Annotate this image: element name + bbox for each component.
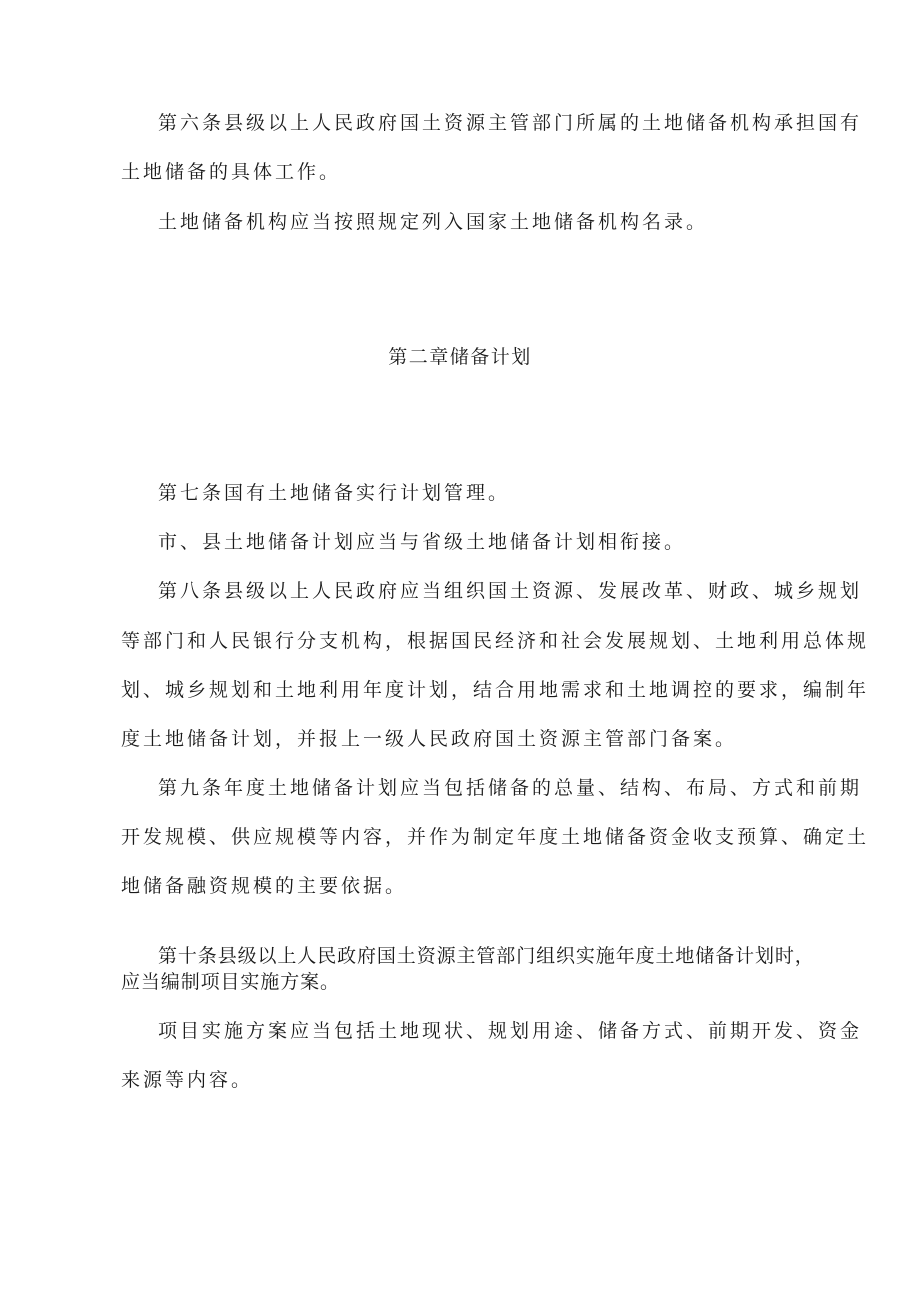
article-8-line-2: 等部门和人民银行分支机构，根据国民经济和社会发展规划、土地利用总体规 <box>121 630 870 652</box>
article-10-line-2: 应当编制项目实施方案。 <box>121 971 340 993</box>
article-9-line-2: 开发规模、供应规模等内容，并作为制定年度土地储备资金收支预算、确定土 <box>121 826 870 848</box>
article-7-paragraph-2: 市、县土地储备计划应当与省级土地储备计划相衔接。 <box>158 531 687 553</box>
article-6-paragraph-2: 土地储备机构应当按照规定列入国家土地储备机构名录。 <box>158 211 709 233</box>
article-10-line-1: 第十条县级以上人民政府国土资源主管部门组织实施年度土地储备计划时， <box>158 945 815 967</box>
article-10-paragraph-2-line-2: 来源等内容。 <box>121 1069 254 1091</box>
article-8-line-3: 划、城乡规划和土地利用年度计划，结合用地需求和土地调控的要求，编制年 <box>121 679 870 701</box>
article-7-line-1: 第七条国有土地储备实行计划管理。 <box>158 482 511 504</box>
article-8-line-4: 度土地储备计划，并报上一级人民政府国土资源主管部门备案。 <box>121 728 738 750</box>
chapter-2-title: 第二章储备计划 <box>388 346 532 368</box>
article-6-line-2: 土地储备的具体工作。 <box>121 161 342 183</box>
article-10-paragraph-2-line-1: 项目实施方案应当包括土地现状、规划用途、储备方式、前期开发、资金 <box>158 1020 863 1042</box>
article-9-line-3: 地储备融资规模的主要依据。 <box>121 875 408 897</box>
article-9-line-1: 第九条年度土地储备计划应当包括储备的总量、结构、布局、方式和前期 <box>158 777 863 799</box>
article-6-line-1: 第六条县级以上人民政府国土资源主管部门所属的土地储备机构承担国有 <box>158 112 863 134</box>
article-8-line-1: 第八条县级以上人民政府应当组织国土资源、发展改革、财政、城乡规划 <box>158 580 863 602</box>
